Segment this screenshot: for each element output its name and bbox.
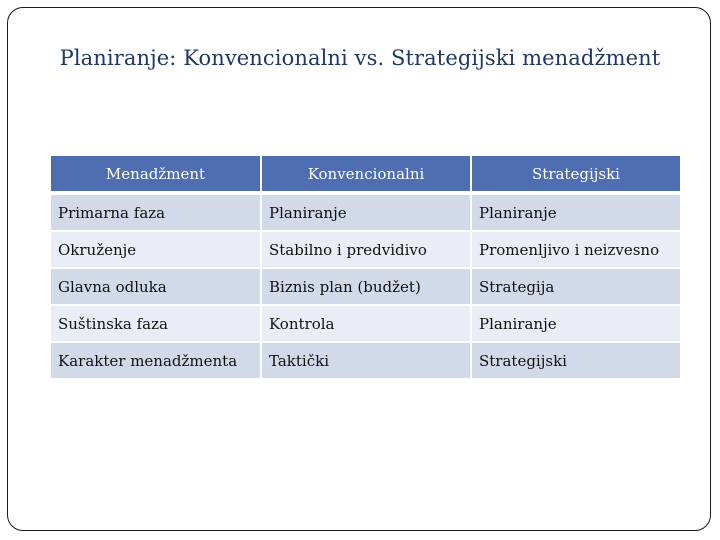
table-row xyxy=(51,193,680,230)
table-cell: Strategija xyxy=(470,267,680,304)
table-cell: Primarna faza xyxy=(51,193,260,230)
column-header-menadzment: Menadžment xyxy=(51,156,260,193)
table-cell: Taktički xyxy=(260,341,470,378)
table-row xyxy=(51,304,680,341)
table-cell: Planiranje xyxy=(470,193,680,230)
table-row xyxy=(51,341,680,378)
table-cell: Karakter menadžmenta xyxy=(51,341,260,378)
table-cell: Glavna odluka xyxy=(51,267,260,304)
table-cell: Stabilno i predvidivo xyxy=(260,230,470,267)
column-header-konvencionalni: Konvencionalni xyxy=(260,156,470,193)
table-header-row xyxy=(51,156,680,193)
table-cell: Suštinska faza xyxy=(51,304,260,341)
table-cell: Okruženje xyxy=(51,230,260,267)
comparison-table xyxy=(51,156,680,378)
table-cell: Kontrola xyxy=(260,304,470,341)
table-cell: Promenljivo i neizvesno xyxy=(470,230,680,267)
slide-title: Planiranje: Konvencionalni vs. Strategijski menadžment xyxy=(59,46,661,70)
table-cell: Planiranje xyxy=(260,193,470,230)
table-cell: Biznis plan (budžet) xyxy=(260,267,470,304)
table-cell: Strategijski xyxy=(470,341,680,378)
table-row xyxy=(51,267,680,304)
table-cell: Planiranje xyxy=(470,304,680,341)
table-row xyxy=(51,230,680,267)
column-header-strategijski: Strategijski xyxy=(470,156,680,193)
